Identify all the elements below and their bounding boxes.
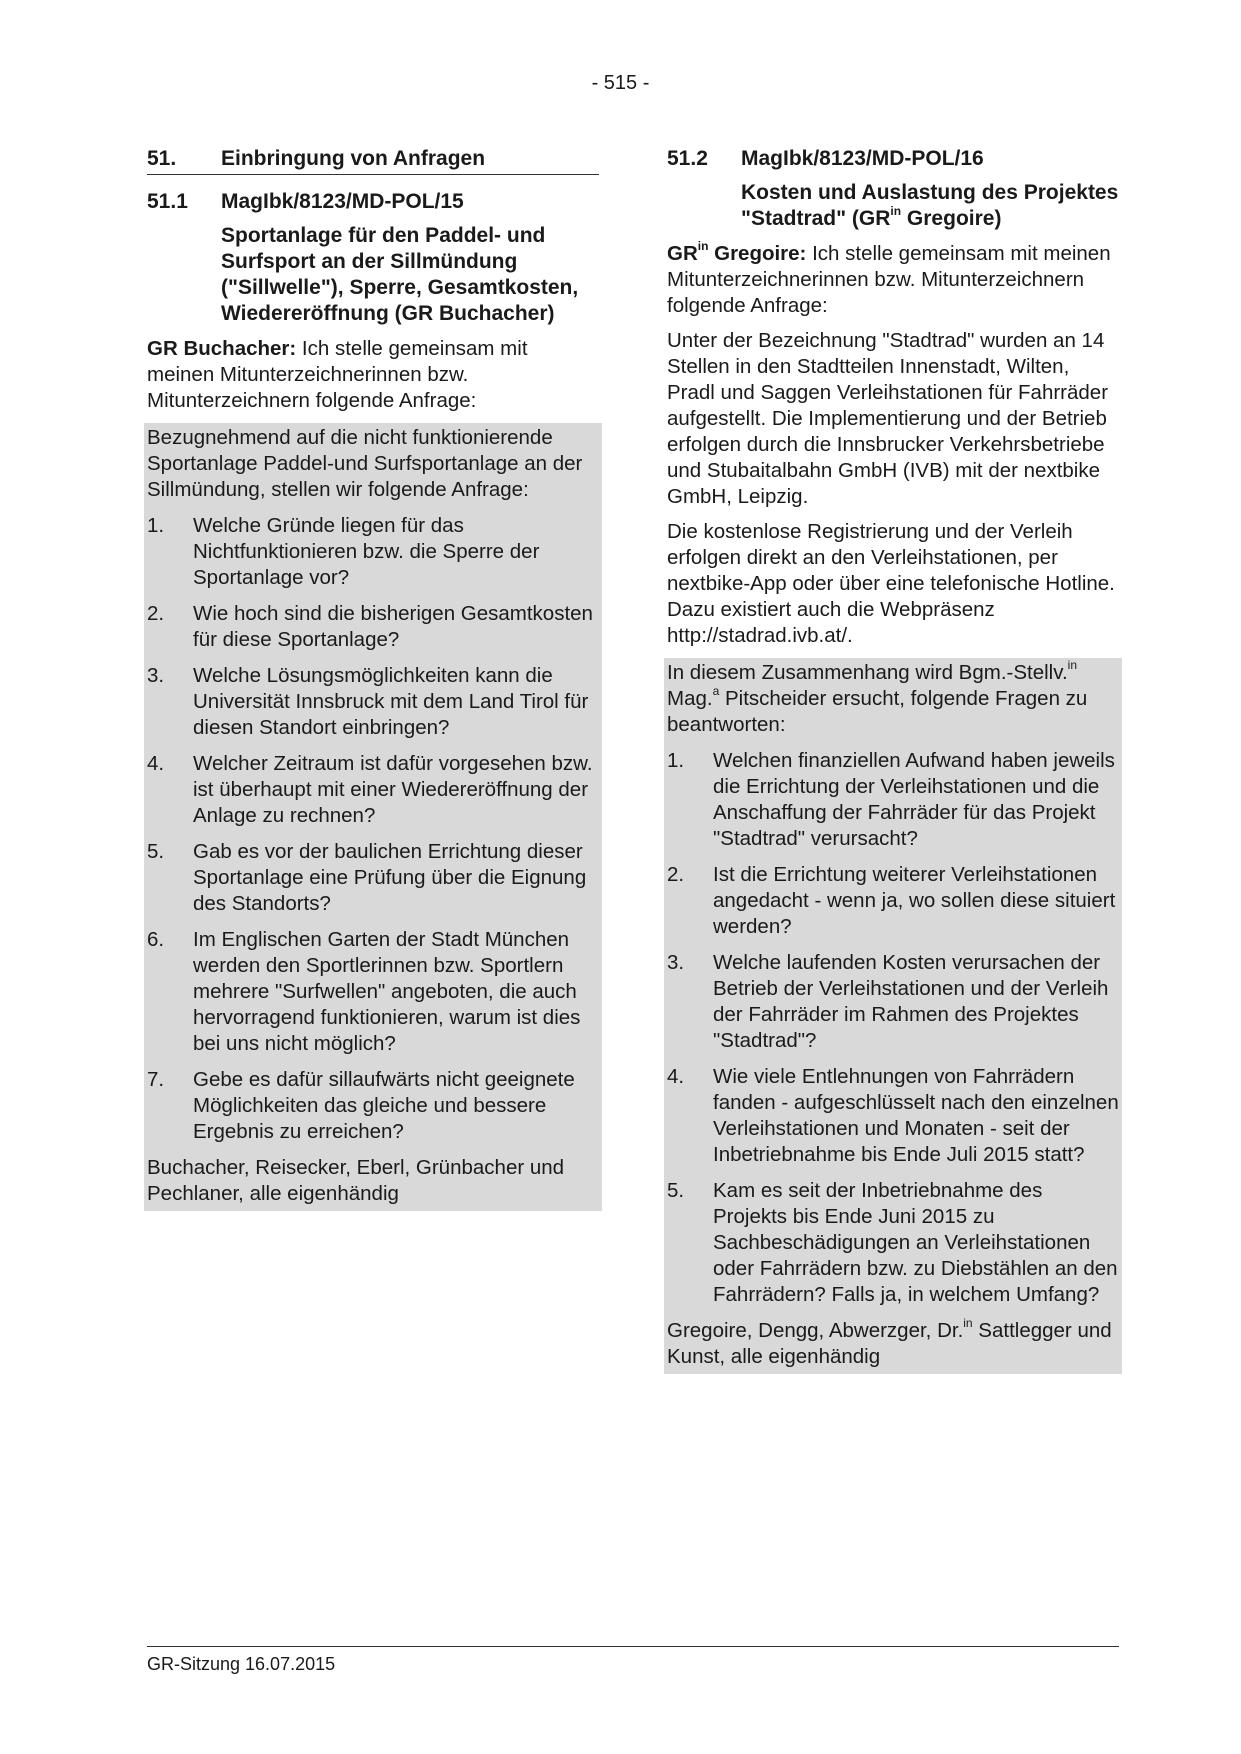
left-column [147,146,599,1211]
question-list [667,748,1119,1308]
subsection-heading [667,146,1119,172]
question-item [147,751,599,829]
question-list [147,513,599,1145]
question-text: Im Englischen Garten der Stadt München werden den Sportlerinnen bzw. Sportlern mehrere "Surfwellen" angeboten, die auch hervorragend funktionieren, warum ist dies bei uns nicht möglich? [193,928,581,1055]
subsection-id: MagIbk/8123/MD-POL/15 [221,190,464,213]
speaker-title: GR [667,242,698,265]
question-text: Ist die Errichtung weiterer Verleihstationen angedacht - wenn ja, wo sollen diese situiert werden? [713,863,1116,938]
signers-text-end: Sattlegger und Kunst, alle eigenhändig [667,1319,1112,1368]
inquiry-intro: Bezugnehmend auf die nicht funktionierende Sportanlage Paddel-und Surfsportanlage an der Sillmündung, stellen wir folgende Anfrage: [147,426,583,501]
subsection-number: 51.2 [667,147,708,170]
question-text: Gab es vor der baulichen Errichtung dieser Sportanlage eine Prüfung über die Eignung des Standorts? [193,840,587,915]
speaker-name [667,239,807,265]
question-item [147,927,599,1057]
intro-paragraph [667,241,1119,319]
subsection-id: MagIbk/8123/MD-POL/16 [741,147,984,170]
question-item [147,839,599,917]
question-text: Welchen finanziellen Aufwand haben jeweils die Errichtung der Verleihstationen und die Anschaffung der Fahrräder für das Projekt "Stadtrad" verursacht? [713,749,1115,850]
question-item [667,950,1119,1054]
inquiry-intro-text: Pitscheider ersucht, folgende Fragen zu beantworten: [667,687,1088,736]
page-number: - 515 - [591,72,650,94]
question-number: 3. [667,951,685,974]
speaker-surname: Gregoire: [708,242,807,265]
superscript: in [890,204,902,218]
question-item [667,1064,1119,1168]
speaker-name: GR Buchacher: [147,337,297,360]
question-item [667,748,1119,852]
question-number: 6. [147,928,165,951]
inquiry-box [664,658,1122,1374]
section-heading [147,146,599,175]
inquiry-intro-text: In diesem Zusammenhang wird Bgm.-Stellv. [667,661,1068,684]
question-number: 2. [147,602,165,625]
question-item [147,601,599,653]
section-number: 51. [147,147,177,170]
question-text: Welcher Zeitraum ist dafür vorgesehen bzw. ist überhaupt mit einer Wiedereröffnung der Anlage zu rechnen? [193,752,593,827]
question-item [147,663,599,741]
question-text: Wie hoch sind die bisherigen Gesamtkosten für diese Sportanlage? [193,602,593,651]
question-text: Kam es seit der Inbetriebnahme des Projekts bis Ende Juni 2015 zu Sachbeschädigungen an Verleihstationen oder Fahrrädern bzw. zu Diebstählen an den Fahrrädern? Falls ja, in welchem Umfang? [713,1179,1118,1306]
signers [667,1318,1119,1370]
question-text: Welche Lösungsmöglichkeiten kann die Universität Innsbruck mit dem Land Tirol für diesen Standort einbringen? [193,664,589,739]
signers-text: Gregoire, Dengg, Abwerzger, Dr. [667,1319,964,1342]
inquiry-intro-text: Mag. [667,687,713,710]
subsection-number: 51.1 [147,190,188,213]
superscript: in [963,1316,973,1331]
subsection-subtitle: Sportanlage für den Paddel- und Surfsport an der Sillmündung ("Sillwelle"), Sperre, Gesamtkosten, Wiedereröffnung (GR Buchacher) [221,224,579,325]
superscript: in [1067,658,1078,673]
question-number: 4. [667,1065,685,1088]
inquiry-box [144,423,602,1211]
subtitle-text-end: Gregoire) [901,207,1002,230]
question-number: 5. [147,840,165,863]
question-text: Welche Gründe liegen für das Nichtfunktionieren bzw. die Sperre der Sportanlage vor? [193,514,540,589]
intro-text: Ich stelle gemeinsam mit meinen Mitunterzeichnerinnen bzw. Mitunterzeichnern folgende Anfrage: [147,337,528,412]
question-text: Gebe es dafür sillaufwärts nicht geeignete Möglichkeiten das gleiche und bessere Ergebnis zu erreichen? [193,1068,575,1143]
question-number: 1. [667,749,685,772]
subsection-heading [147,189,599,215]
question-number: 7. [147,1068,165,1091]
footer-divider [147,1646,1119,1647]
question-item [147,513,599,591]
question-number: 3. [147,664,165,687]
signers: Buchacher, Reisecker, Eberl, Grünbacher und Pechlaner, alle eigenhändig [147,1156,565,1205]
question-number: 5. [667,1179,685,1202]
superscript: in [697,239,709,254]
question-number: 4. [147,752,165,775]
intro-paragraph [147,336,599,414]
footer-text: GR-Sitzung 16.07.2015 [147,1654,336,1674]
intro-text: Ich stelle gemeinsam mit meinen Mitunterzeichnerinnen bzw. Mitunterzeichnern folgende Anfrage: [667,242,1111,317]
inquiry-intro [667,660,1119,738]
question-text: Welche laufenden Kosten verursachen der Betrieb der Verleihstationen und der Verleih der Fahrräder im Rahmen des Projektes "Stadtrad"? [713,951,1109,1052]
body-paragraph: Unter der Bezeichnung "Stadtrad" wurden an 14 Stellen in den Stadtteilen Innenstadt, Wilten, Pradl und Saggen Verleihstationen für Fahrräder aufgestellt. Die Implementierung und der Betrieb erfolgen durch die Innsbrucker Verkehrsbetriebe und Stubaitalbahn GmbH (IVB) mit der nextbike GmbH, Leipzig. [667,329,1109,508]
question-item [667,862,1119,940]
section-title: Einbringung von Anfragen [221,147,486,170]
subtitle-text: Kosten und Auslastung des Projektes "Stadtrad" (GR [741,181,1119,230]
body-paragraph: Die kostenlose Registrierung und der Verleih erfolgen direkt an den Verleihstationen, per nextbike-App oder über eine telefonische Hotline. Dazu existiert auch die Webpräsenz http://stadrad.ivb.at/. [667,520,1115,647]
right-column [667,146,1119,1374]
question-item [667,1178,1119,1308]
question-text: Wie viele Entlehnungen von Fahrrädern fanden - aufgeschlüsselt nach den einzelnen Verleihstationen und Monaten - seit der Inbetriebnahme bis Ende Juli 2015 statt? [713,1065,1119,1166]
question-item [147,1067,599,1145]
question-number: 2. [667,863,685,886]
superscript: a [712,684,720,699]
subsection-subtitle [741,180,1119,232]
question-number: 1. [147,514,165,537]
